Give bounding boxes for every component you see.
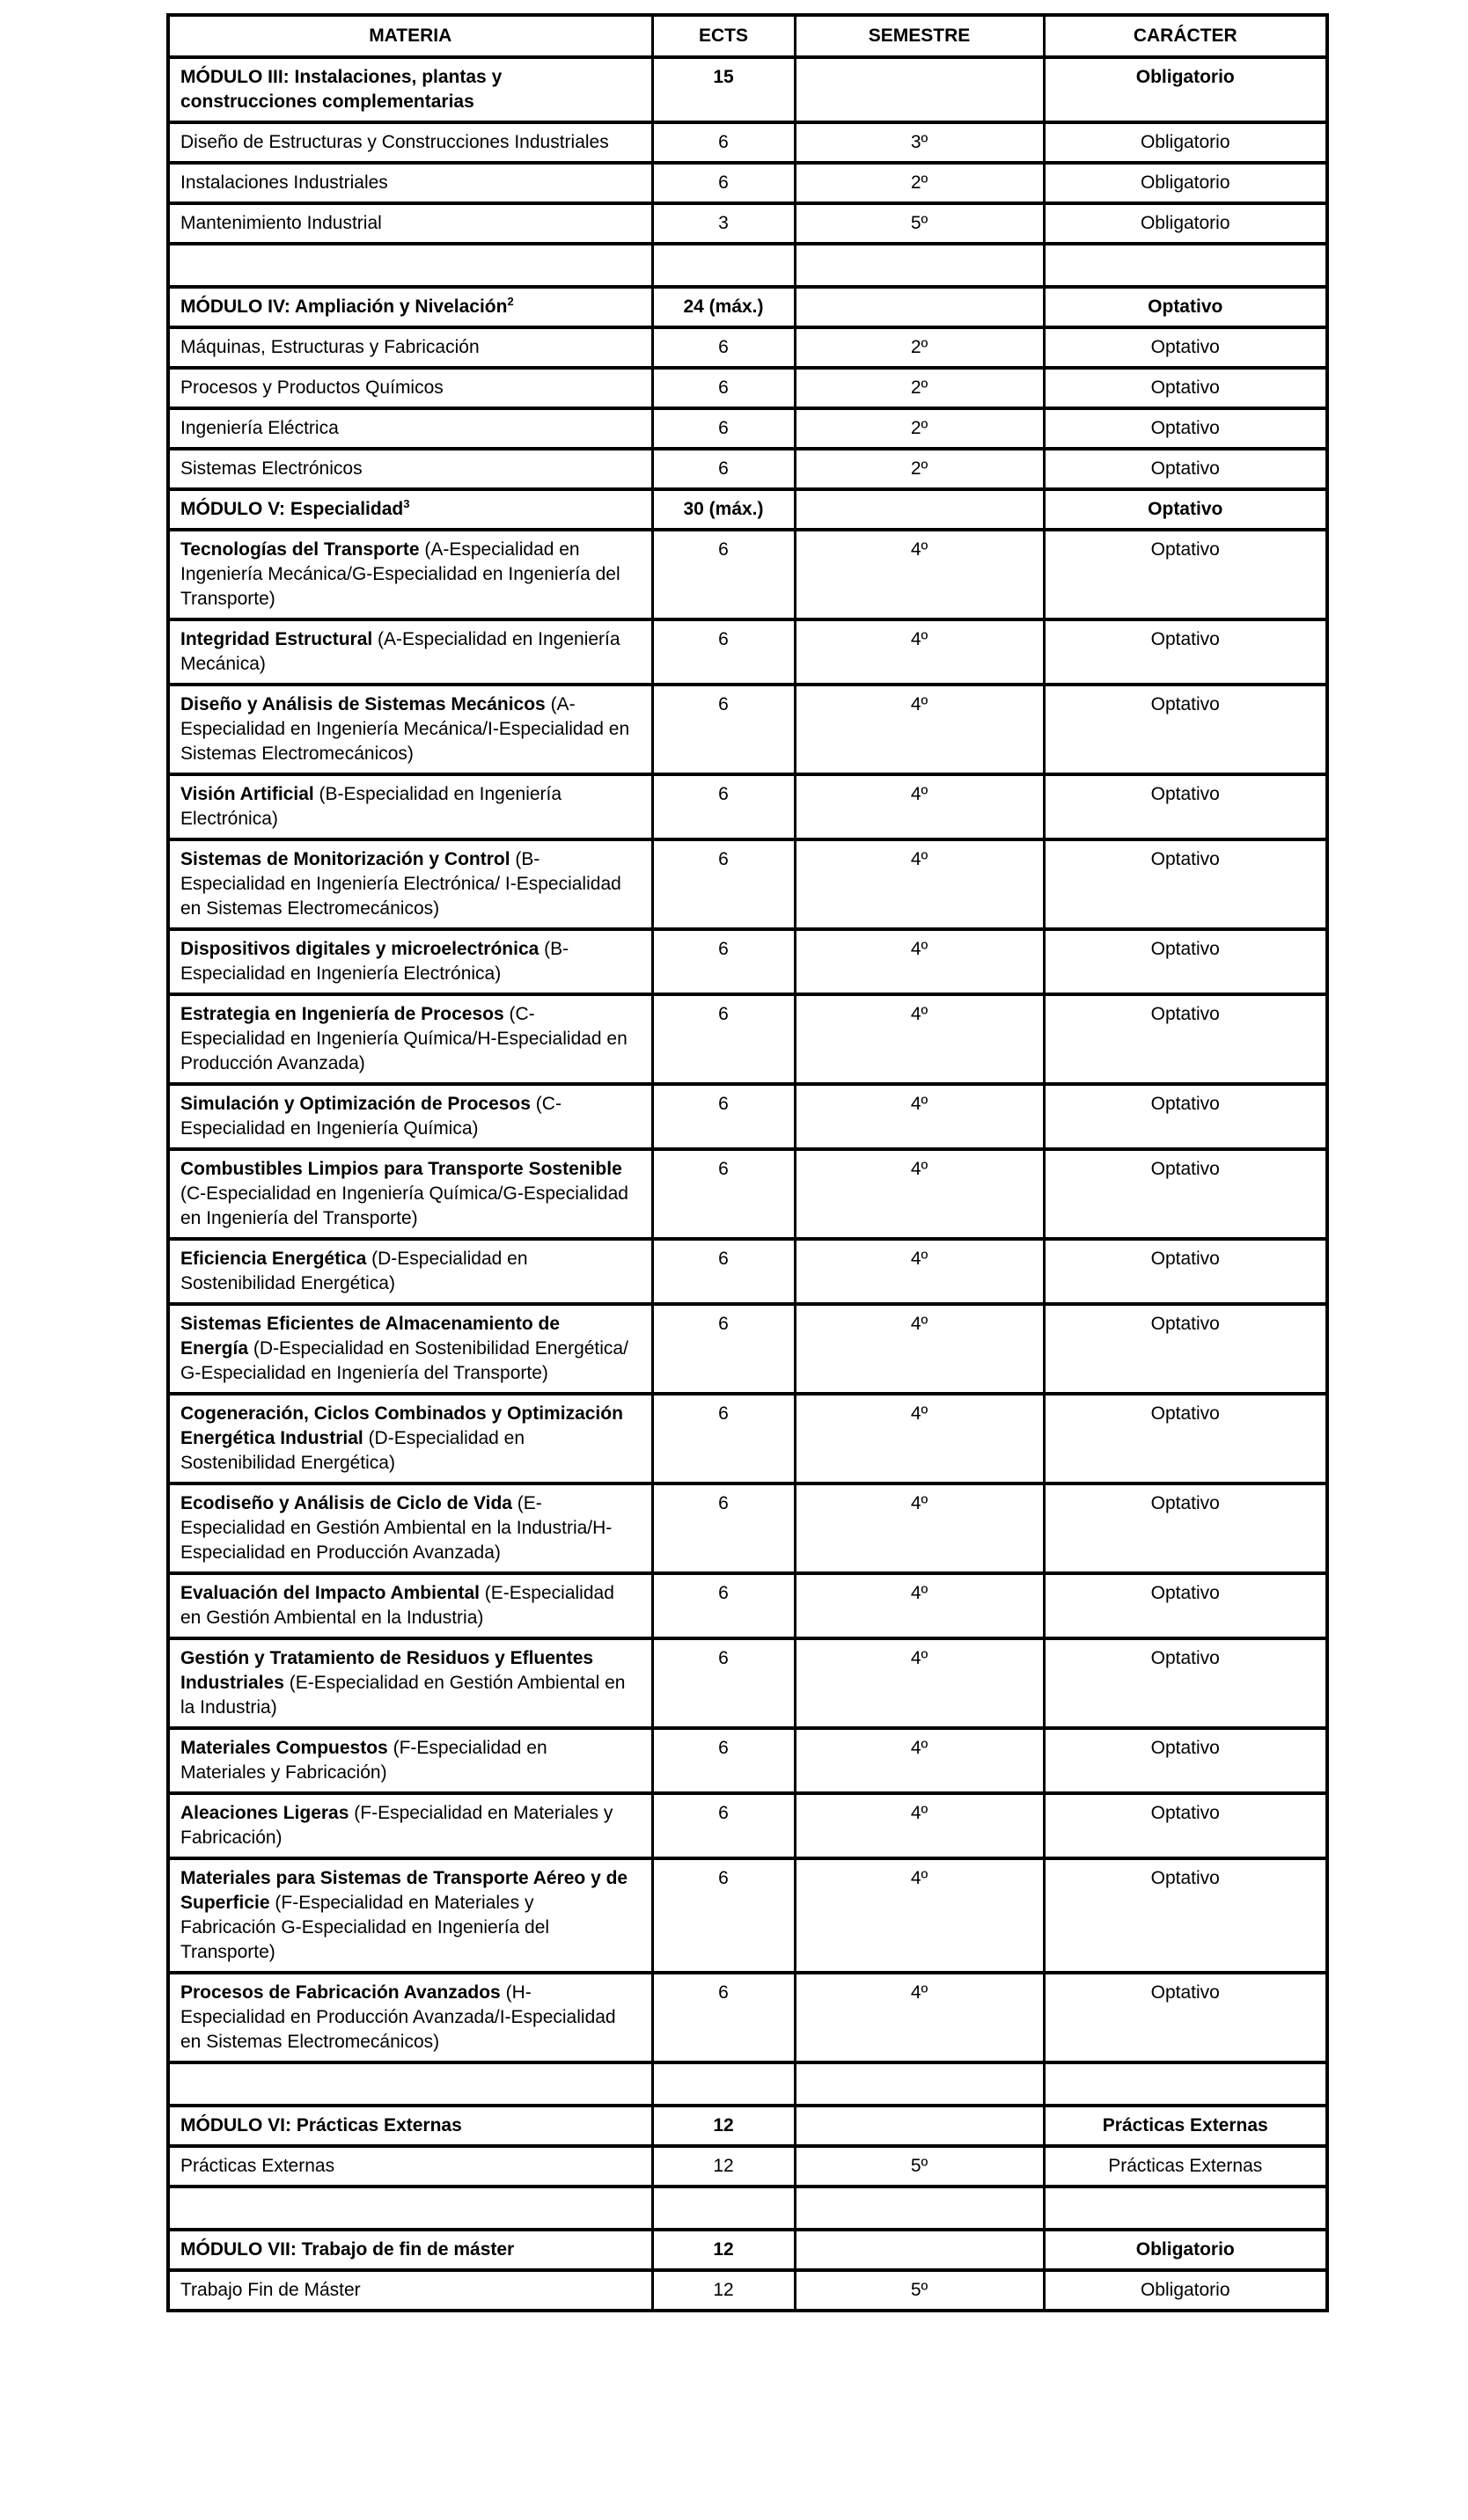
ects-cell: 6 bbox=[652, 1394, 795, 1483]
caracter-cell: Obligatorio bbox=[1044, 57, 1327, 122]
materia-name-bold: MÓDULO VI: Prácticas Externas bbox=[180, 2115, 462, 2135]
semestre-cell: 4º bbox=[795, 1728, 1044, 1793]
caracter-cell: Optativo bbox=[1044, 408, 1327, 449]
materia-name-bold: Eficiencia Energética bbox=[180, 1249, 367, 1269]
materia-cell bbox=[168, 2106, 652, 2146]
ects-cell bbox=[652, 2062, 795, 2106]
materia-cell: Tecnologías del Transporte (A-Especialidad en Ingeniería Mecánica/G-Especialidad en Ingeniería del Transporte) bbox=[168, 530, 652, 619]
caracter-cell bbox=[1044, 2187, 1327, 2230]
caracter-cell: Optativo bbox=[1044, 1973, 1327, 2062]
caracter-cell: Optativo bbox=[1044, 1304, 1327, 1394]
materia-cell: Prácticas Externas bbox=[168, 2146, 652, 2187]
course-row bbox=[168, 1638, 1327, 1728]
semestre-cell: 3º bbox=[795, 122, 1044, 163]
column-header-ects: ECTS bbox=[652, 15, 795, 57]
semestre-cell: 5º bbox=[795, 203, 1044, 244]
materia-name-bold: Ecodiseño y Análisis de Ciclo de Vida bbox=[180, 1493, 512, 1513]
semestre-cell: 2º bbox=[795, 449, 1044, 489]
materia-cell: Combustibles Limpios para Transporte Sostenible (C-Especialidad en Ingeniería Química/G-Especialidad en Ingeniería del Transporte) bbox=[168, 1149, 652, 1239]
caracter-cell: Obligatorio bbox=[1044, 122, 1327, 163]
course-row bbox=[168, 774, 1327, 839]
materia-cell bbox=[168, 244, 652, 287]
materia-cell: Eficiencia Energética (D-Especialidad en Sostenibilidad Energética) bbox=[168, 1239, 652, 1304]
materia-cell bbox=[168, 2230, 652, 2270]
semestre-cell bbox=[795, 287, 1044, 327]
course-row bbox=[168, 1728, 1327, 1793]
semestre-cell: 4º bbox=[795, 1973, 1044, 2062]
ects-cell: 6 bbox=[652, 839, 795, 929]
semestre-cell bbox=[795, 489, 1044, 530]
table-body bbox=[168, 57, 1327, 2311]
semestre-cell bbox=[795, 244, 1044, 287]
semestre-cell: 2º bbox=[795, 163, 1044, 203]
materia-name-bold: Materiales Compuestos bbox=[180, 1738, 388, 1758]
ects-cell: 6 bbox=[652, 449, 795, 489]
ects-cell: 24 (máx.) bbox=[652, 287, 795, 327]
semestre-cell: 4º bbox=[795, 685, 1044, 774]
caracter-cell: Optativo bbox=[1044, 774, 1327, 839]
semestre-cell: 2º bbox=[795, 408, 1044, 449]
course-row bbox=[168, 1793, 1327, 1858]
semestre-cell: 4º bbox=[795, 1239, 1044, 1304]
ects-cell: 6 bbox=[652, 530, 795, 619]
footnote-superscript: 3 bbox=[403, 497, 410, 510]
course-row bbox=[168, 1394, 1327, 1483]
materia-name-bold: Aleaciones Ligeras bbox=[180, 1803, 349, 1823]
caracter-cell: Optativo bbox=[1044, 929, 1327, 994]
materia-cell: Ingeniería Eléctrica bbox=[168, 408, 652, 449]
course-row bbox=[168, 839, 1327, 929]
course-row bbox=[168, 408, 1327, 449]
course-row bbox=[168, 1149, 1327, 1239]
materia-cell: Aleaciones Ligeras (F-Especialidad en Materiales y Fabricación) bbox=[168, 1793, 652, 1858]
materia-cell bbox=[168, 57, 652, 122]
materia-cell: Materiales para Sistemas de Transporte Aéreo y de Superficie (F-Especialidad en Materiales y Fabricación G-Especialidad en Ingeniería del Transporte) bbox=[168, 1858, 652, 1973]
course-row bbox=[168, 449, 1327, 489]
caracter-cell: Optativo bbox=[1044, 1084, 1327, 1149]
materia-name-bold: Tecnologías del Transporte bbox=[180, 539, 420, 560]
semestre-cell: 4º bbox=[795, 1483, 1044, 1573]
module-row bbox=[168, 57, 1327, 122]
table-header bbox=[168, 15, 1327, 57]
semestre-cell bbox=[795, 57, 1044, 122]
materia-cell: Cogeneración, Ciclos Combinados y Optimización Energética Industrial (D-Especialidad en Sostenibilidad Energética) bbox=[168, 1394, 652, 1483]
ects-cell: 15 bbox=[652, 57, 795, 122]
materia-cell: Trabajo Fin de Máster bbox=[168, 2270, 652, 2311]
course-row bbox=[168, 122, 1327, 163]
course-row bbox=[168, 1304, 1327, 1394]
semestre-cell: 4º bbox=[795, 1573, 1044, 1638]
materia-name-bold: Cogeneración, Ciclos Combinados y Optimización Energética Industrial bbox=[180, 1403, 623, 1448]
semestre-cell bbox=[795, 2106, 1044, 2146]
ects-cell: 6 bbox=[652, 1793, 795, 1858]
materia-cell: Estrategia en Ingeniería de Procesos (C-Especialidad en Ingeniería Química/H-Especialidad en Producción Avanzada) bbox=[168, 994, 652, 1084]
ects-cell: 6 bbox=[652, 1149, 795, 1239]
materia-name-bold: Diseño y Análisis de Sistemas Mecánicos bbox=[180, 694, 546, 714]
semestre-cell: 5º bbox=[795, 2146, 1044, 2187]
column-header-materia: MATERIA bbox=[168, 15, 652, 57]
module-row bbox=[168, 2106, 1327, 2146]
course-row bbox=[168, 203, 1327, 244]
materia-cell bbox=[168, 2062, 652, 2106]
materia-name-bold: Simulación y Optimización de Procesos bbox=[180, 1094, 531, 1114]
footnote-superscript: 2 bbox=[507, 295, 514, 308]
semestre-cell: 4º bbox=[795, 1149, 1044, 1239]
ects-cell: 12 bbox=[652, 2230, 795, 2270]
ects-cell: 6 bbox=[652, 685, 795, 774]
materia-cell: Integridad Estructural (A-Especialidad en Ingeniería Mecánica) bbox=[168, 619, 652, 685]
course-row bbox=[168, 619, 1327, 685]
semestre-cell: 4º bbox=[795, 1638, 1044, 1728]
spacer-row bbox=[168, 2062, 1327, 2106]
caracter-cell: Optativo bbox=[1044, 1239, 1327, 1304]
caracter-cell: Optativo bbox=[1044, 287, 1327, 327]
course-row bbox=[168, 685, 1327, 774]
materia-name-bold: Integridad Estructural bbox=[180, 629, 373, 649]
course-row bbox=[168, 2270, 1327, 2311]
spacer-row bbox=[168, 2187, 1327, 2230]
caracter-cell: Optativo bbox=[1044, 327, 1327, 368]
caracter-cell: Optativo bbox=[1044, 1638, 1327, 1728]
caracter-cell: Obligatorio bbox=[1044, 2230, 1327, 2270]
column-header-semestre: SEMESTRE bbox=[795, 15, 1044, 57]
ects-cell: 6 bbox=[652, 929, 795, 994]
ects-cell: 30 (máx.) bbox=[652, 489, 795, 530]
materia-name-bold: Sistemas Eficientes de Almacenamiento de Energía bbox=[180, 1314, 561, 1359]
semestre-cell: 2º bbox=[795, 327, 1044, 368]
course-row bbox=[168, 2146, 1327, 2187]
course-row bbox=[168, 1239, 1327, 1304]
semestre-cell: 4º bbox=[795, 1858, 1044, 1973]
course-row bbox=[168, 530, 1327, 619]
ects-cell: 6 bbox=[652, 1239, 795, 1304]
semestre-cell: 4º bbox=[795, 929, 1044, 994]
caracter-cell: Optativo bbox=[1044, 1394, 1327, 1483]
ects-cell: 6 bbox=[652, 1728, 795, 1793]
materia-cell: Máquinas, Estructuras y Fabricación bbox=[168, 327, 652, 368]
course-row bbox=[168, 1483, 1327, 1573]
course-row bbox=[168, 163, 1327, 203]
ects-cell: 12 bbox=[652, 2270, 795, 2311]
ects-cell: 6 bbox=[652, 1304, 795, 1394]
materia-name-bold: MÓDULO III: Instalaciones, plantas y construcciones complementarias bbox=[180, 67, 503, 112]
course-row bbox=[168, 929, 1327, 994]
semestre-cell: 2º bbox=[795, 368, 1044, 408]
course-row bbox=[168, 368, 1327, 408]
materia-cell: Gestión y Tratamiento de Residuos y Efluentes Industriales (E-Especialidad en Gestión Ambiental en la Industria) bbox=[168, 1638, 652, 1728]
caracter-cell: Optativo bbox=[1044, 1793, 1327, 1858]
materia-cell: Dispositivos digitales y microelectrónica (B-Especialidad en Ingeniería Electrónica) bbox=[168, 929, 652, 994]
ects-cell: 6 bbox=[652, 1973, 795, 2062]
materia-cell: Procesos y Productos Químicos bbox=[168, 368, 652, 408]
caracter-cell: Optativo bbox=[1044, 1728, 1327, 1793]
caracter-cell: Prácticas Externas bbox=[1044, 2106, 1327, 2146]
course-row bbox=[168, 1973, 1327, 2062]
semestre-cell bbox=[795, 2062, 1044, 2106]
ects-cell: 6 bbox=[652, 1858, 795, 1973]
materia-cell: Sistemas de Monitorización y Control (B-Especialidad en Ingeniería Electrónica/ I-Especialidad en Sistemas Electromecánicos) bbox=[168, 839, 652, 929]
caracter-cell: Optativo bbox=[1044, 1149, 1327, 1239]
caracter-cell: Optativo bbox=[1044, 839, 1327, 929]
course-row bbox=[168, 1858, 1327, 1973]
semestre-cell: 4º bbox=[795, 1394, 1044, 1483]
course-row bbox=[168, 1084, 1327, 1149]
curriculum-table bbox=[166, 13, 1329, 2312]
semestre-cell: 4º bbox=[795, 1304, 1044, 1394]
materia-name-bold: Combustibles Limpios para Transporte Sostenible bbox=[180, 1159, 622, 1179]
ects-cell: 6 bbox=[652, 1084, 795, 1149]
materia-name-bold: MÓDULO V: Especialidad$^3$ bbox=[180, 497, 410, 519]
materia-cell: Diseño y Análisis de Sistemas Mecánicos (A-Especialidad en Ingeniería Mecánica/I-Especialidad en Sistemas Electromecánicos) bbox=[168, 685, 652, 774]
course-row bbox=[168, 327, 1327, 368]
materia-name-bold: Dispositivos digitales y microelectrónica bbox=[180, 939, 539, 959]
materia-cell bbox=[168, 287, 652, 327]
course-row bbox=[168, 994, 1327, 1084]
ects-cell: 6 bbox=[652, 1638, 795, 1728]
materia-cell bbox=[168, 2187, 652, 2230]
ects-cell: 6 bbox=[652, 327, 795, 368]
semestre-cell: 4º bbox=[795, 1084, 1044, 1149]
caracter-cell: Obligatorio bbox=[1044, 163, 1327, 203]
spacer-row bbox=[168, 244, 1327, 287]
materia-name-bold: Procesos de Fabricación Avanzados bbox=[180, 1982, 501, 2003]
ects-cell: 12 bbox=[652, 2146, 795, 2187]
materia-name-bold: Materiales para Sistemas de Transporte Aéreo y de Superficie bbox=[180, 1868, 628, 1913]
ects-cell: 6 bbox=[652, 122, 795, 163]
materia-name-bold: Sistemas de Monitorización y Control bbox=[180, 849, 510, 869]
caracter-cell: Optativo bbox=[1044, 530, 1327, 619]
materia-cell: Evaluación del Impacto Ambiental (E-Especialidad en Gestión Ambiental en la Industria) bbox=[168, 1573, 652, 1638]
semestre-cell: 5º bbox=[795, 2270, 1044, 2311]
caracter-cell: Optativo bbox=[1044, 489, 1327, 530]
materia-name-bold: MÓDULO VII: Trabajo de fin de máster bbox=[180, 2239, 515, 2260]
module-row bbox=[168, 489, 1327, 530]
semestre-cell: 4º bbox=[795, 774, 1044, 839]
semestre-cell bbox=[795, 2187, 1044, 2230]
materia-cell: Sistemas Electrónicos bbox=[168, 449, 652, 489]
materia-cell: Sistemas Eficientes de Almacenamiento de Energía (D-Especialidad en Sostenibilidad Energética/ G-Especialidad en Ingeniería del Transporte) bbox=[168, 1304, 652, 1394]
caracter-cell: Optativo bbox=[1044, 685, 1327, 774]
caracter-cell: Optativo bbox=[1044, 1573, 1327, 1638]
materia-cell: Procesos de Fabricación Avanzados (H-Especialidad en Producción Avanzada/I-Especialidad en Sistemas Electromecánicos) bbox=[168, 1973, 652, 2062]
materia-name-bold: MÓDULO IV: Ampliación y Nivelación$^2$ bbox=[180, 295, 514, 317]
materia-cell: Mantenimiento Industrial bbox=[168, 203, 652, 244]
ects-cell: 3 bbox=[652, 203, 795, 244]
materia-cell: Visión Artificial (B-Especialidad en Ingeniería Electrónica) bbox=[168, 774, 652, 839]
module-row bbox=[168, 287, 1327, 327]
caracter-cell: Optativo bbox=[1044, 1483, 1327, 1573]
module-row bbox=[168, 2230, 1327, 2270]
semestre-cell: 4º bbox=[795, 994, 1044, 1084]
semestre-cell bbox=[795, 2230, 1044, 2270]
materia-cell bbox=[168, 489, 652, 530]
materia-cell: Simulación y Optimización de Procesos (C-Especialidad en Ingeniería Química) bbox=[168, 1084, 652, 1149]
ects-cell: 6 bbox=[652, 774, 795, 839]
caracter-cell: Optativo bbox=[1044, 1858, 1327, 1973]
materia-name-bold: Evaluación del Impacto Ambiental bbox=[180, 1583, 480, 1603]
materia-name-bold: Visión Artificial bbox=[180, 784, 314, 804]
ects-cell bbox=[652, 244, 795, 287]
ects-cell: 6 bbox=[652, 994, 795, 1084]
caracter-cell bbox=[1044, 244, 1327, 287]
header-row bbox=[168, 15, 1327, 57]
caracter-cell: Obligatorio bbox=[1044, 203, 1327, 244]
caracter-cell: Optativo bbox=[1044, 619, 1327, 685]
materia-cell: Instalaciones Industriales bbox=[168, 163, 652, 203]
caracter-cell: Optativo bbox=[1044, 449, 1327, 489]
ects-cell: 6 bbox=[652, 1483, 795, 1573]
ects-cell: 6 bbox=[652, 163, 795, 203]
materia-cell: Materiales Compuestos (F-Especialidad en Materiales y Fabricación) bbox=[168, 1728, 652, 1793]
ects-cell: 6 bbox=[652, 368, 795, 408]
caracter-cell: Optativo bbox=[1044, 994, 1327, 1084]
ects-cell: 12 bbox=[652, 2106, 795, 2146]
course-row bbox=[168, 1573, 1327, 1638]
caracter-cell: Optativo bbox=[1044, 368, 1327, 408]
materia-name-bold: Gestión y Tratamiento de Residuos y Efluentes Industriales bbox=[180, 1648, 594, 1693]
semestre-cell: 4º bbox=[795, 1793, 1044, 1858]
semestre-cell: 4º bbox=[795, 619, 1044, 685]
materia-name-bold: Estrategia en Ingeniería de Procesos bbox=[180, 1004, 504, 1024]
caracter-cell: Obligatorio bbox=[1044, 2270, 1327, 2311]
materia-cell: Ecodiseño y Análisis de Ciclo de Vida (E-Especialidad en Gestión Ambiental en la Industria/H-Especialidad en Producción Avanzada) bbox=[168, 1483, 652, 1573]
caracter-cell bbox=[1044, 2062, 1327, 2106]
ects-cell bbox=[652, 2187, 795, 2230]
ects-cell: 6 bbox=[652, 1573, 795, 1638]
ects-cell: 6 bbox=[652, 408, 795, 449]
caracter-cell: Prácticas Externas bbox=[1044, 2146, 1327, 2187]
semestre-cell: 4º bbox=[795, 530, 1044, 619]
column-header-caracter: CARÁCTER bbox=[1044, 15, 1327, 57]
ects-cell: 6 bbox=[652, 619, 795, 685]
materia-cell: Diseño de Estructuras y Construcciones Industriales bbox=[168, 122, 652, 163]
semestre-cell: 4º bbox=[795, 839, 1044, 929]
